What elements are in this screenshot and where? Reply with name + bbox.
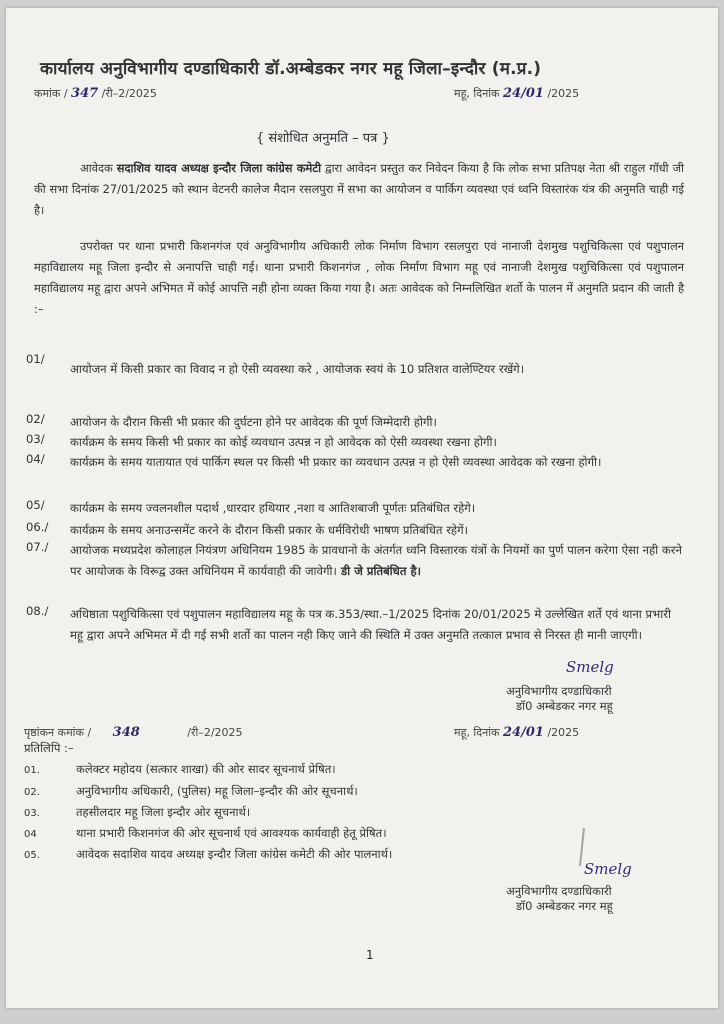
ref-label: कमांक / <box>34 87 68 100</box>
endorsement-number-handwritten: 348 <box>112 725 140 740</box>
signature-scribble: Smelg <box>584 860 632 878</box>
subject-heading: { संशोधित अनुमति – पत्र } <box>256 131 390 146</box>
signature-designation: अनुविभागीय दण्डाधिकारी <box>506 684 612 698</box>
signature-place: डॉ0 अम्बेडकर नगर महू <box>516 899 613 913</box>
signature-place: डॉ0 अम्बेडकर नगर महू <box>516 699 613 713</box>
copy-item: 04 थाना प्रभारी किशनगंज की ओर सूचनार्थ एवं आवश्यक कार्यवाही हेतू प्रेषित। <box>24 826 387 840</box>
applicant-name: सदाशिव यादव अध्यक्ष इन्दौर जिला कांग्रेस कमेटी <box>116 161 322 175</box>
signature-designation: अनुविभागीय दण्डाधिकारी <box>506 884 612 898</box>
date-line <box>454 86 579 101</box>
ref-suffix: /री–2/2025 <box>101 87 157 100</box>
dj-prohibited-note: डी जे प्रतिबंधित है। <box>336 564 422 578</box>
date-year: /2025 <box>547 87 580 100</box>
copy-item: 01. कलेक्टर महोदय (सत्कार शाखा) की ओर सादर सूचनार्थ प्रेषित। <box>24 762 336 776</box>
copy-item: 05. आवेदक सदाशिव यादव अध्यक्ष इन्दौर जिला कांग्रेस कमेटी की ओर पालनार्थ। <box>24 847 393 861</box>
signature-scribble: Smelg <box>566 658 614 676</box>
reference-line <box>34 86 157 101</box>
page-number: 1 <box>366 948 374 962</box>
signature-block <box>506 684 613 714</box>
date-label: महू, दिनांक <box>454 87 500 100</box>
signature-block <box>506 884 613 914</box>
office-title: कार्यालय अनुविभागीय दण्डाधिकारी डॉ.अम्बेडकर नगर महू जिला–इन्दौर (म.प्र.) <box>40 59 542 79</box>
endorsement-line: पृष्ठांकन कमांक / 348 /री–2/2025 <box>24 725 243 740</box>
ref-number-handwritten: 347 <box>71 86 99 101</box>
date-handwritten: 24/01 <box>503 86 544 101</box>
copy-to-label: प्रतिलिपि :– <box>24 741 74 755</box>
copy-item: 02. अनुविभागीय अधिकारी, (पुलिस) महू जिला–इन्दौर की ओर सूचनार्थ। <box>24 784 358 798</box>
copy-item: 03. तहसीलदार महू जिला इन्दौर ओर सूचनार्थ। <box>24 805 251 819</box>
paragraph-application: आवेदक सदाशिव यादव अध्यक्ष इन्दौर जिला कांग्रेस कमेटी द्वारा आवेदन प्रस्तुत कर निवेदन किया है कि लोक सभा प्रतिपक्ष नेता श्री राहुल गॉधी जी की सभा दिनांक 27/01/2025 को स्थान वेटनरी कालेज मैदान रसलपुरा में सभा का आयोजन व पार्किग व्यवस्था एवं ध्वनि विस्तारंक यंत्र की अनुमति चाही गई है। <box>34 161 684 217</box>
endorsement-date: महू, दिनांक 24/01 /2025 <box>454 725 580 740</box>
paragraph-approvals: उपरोक्त पर थाना प्रभारी किशनगंज एवं अनुविभागीय अधिकारी लोक निर्माण विभाग रसलपुरा एवं नानाजी देशमुख पशुचिकित्सा एवं पशुपालन महाविद्यालय महू जिला इन्दौर से अनापत्ति चाही गई। थाना प्रभारी किशनगंज , लोक निर्माण विभाग महू एवं नानाजी देशमुख पशुचिकित्सा एवं पशुपालन महाविद्यालय महू द्वारा अपने अभिमत में कोई आपत्ति नही होना व्यक्त किया गया है। अतः आवेदक को निम्नलिखित शर्तो के पालन में अनुमति प्रदान की जाती है :– <box>34 239 684 316</box>
document-page: कार्यालय अनुविभागीय दण्डाधिकारी डॉ.अम्बेडकर नगर महू जिला–इन्दौर (म.प्र.) कमांक / 347 /री–2/2025 महू, दिनांक 24/01 /2025 { संशोधित अनुमति – पत्र } आवेदक सदाशिव यादव अध्यक्ष इन्दौर जिला कांग्रेस कमेटी द्वारा आवेदन प्रस्तुत कर निवेदन किया है कि लोक सभा प्रतिपक्ष नेता श्री राहुल गॉधी जी की सभा दिनांक 27/01/2025 को स्थान वेटनरी कालेज मैदान रसलपुरा में सभा का आयोजन व पार्किग व्यवस्था एवं ध्वनि विस्तारंक यंत्र की अनुमति चाही गई है। उपरोक्त पर थाना प्रभारी किशनगंज एवं अनुविभागीय अधिकारी लोक निर्माण विभाग रसलपुरा एवं नानाजी देशमुख पशुचिकित्सा एवं पशुपालन महाविद्यालय महू जिला इन्दौर से अनापत्ति चाही गई। थाना प्रभारी किशनगंज , लोक निर्माण विभाग महू एवं नानाजी देशमुख पशुचिकित्सा एवं पशुपालन महाविद्यालय महू द्वारा अपने अभिमत में कोई आपत्ति नही होना व्यक्त किया गया है। अतः आवेदक को निम्नलिखित शर्तो के पालन में अनुमति प्रदान की जाती है :– 01/ आयोजन में किसी प्रकार का विवाद न हो ऐसी व्यवस्था करे , आयोजक स्वयं के 10 प्रतिशत वालेण्टियर रखेंगे। 02/ आयोजन के दौरान किसी भी प्रकार की दुर्घटना होने पर आवेदक की पूर्ण जिम्मेदारी होगी। 03/ कार्यक्रम के समय किसी भी प्रकार का कोई व्यवधान उत्पन्न न हो आवेदक को ऐसी व्यवस्था रखना होगी। 04/ कार्यक्रम के समय यातायात एवं पार्किग स्थल पर किसी भी प्रकार का व्यवधान उत्पन्न न हो ऐसी व्यवस्था आवेदक को रखना होगी। 05/ कार्यक्रम के समय ज्वलनशील पदार्थ ,धारदार हथियार ,नशा व आतिशबाजी पूर्णतः प्रतिबंधित रहेगे। 06./ कार्यक्रम के समय अनाउन्समेंट करने के दौरान किसी प्रकार के धर्मविरोधी भाषण प्रतिबंधित रहेगें। 07./ आयोजक मध्यप्रदेश कोलाहल नियंत्रण अधिनियम 1985 के प्रावधानो के अंतर्गत ध्वनि विस्तारक यंत्रों के नियमों का पुर्ण पालन करेगा ऐसा नही करने पर आयोजक के विरूद्व उक्त अधिनियम में कार्यवाही की जावेगी। डी जे प्रतिबंधित है। 08./ अधिष्ठाता पशुचिकित्सा एवं पशुपालन महाविद्यालय महू के पत्र क.353/स्था.–1/2025 दिनांक 20/01/2025 मे उल्लेखित शर्ते एवं थाना प्रभारी महू द्वारा अपने अभिमत में दी गई सभी शर्तो का पालन नही किए जाने की स्थिति में उक्त अनुमति तत्काल प्रभाव से निरस्त ही मानी जाएगी। Smelg अनुविभागीय दण्डाधिकारी डॉ0 अम्बेडकर नगर महू पृष्ठांकन कमांक / 348 /री–2/2025 महू, दिनांक 24/01 /2025 प्रतिलिपि :– 01. कलेक्टर महोदय (सत्कार शाखा) की ओर सादर सूचनार्थ प्रेषित। 02. अनुविभागीय अधिकारी, (पुलिस) महू जिला–इन्दौर की ओर सूचनार्थ। 03. तहसीलदार महू जिला इन्दौर ओर सूचनार्थ। 04 थाना प्रभारी किशनगंज की ओर सूचनार्थ एवं आवश्यक कार्यवाही हेतू प्रेषित। 05. आवेदक सदाशिव यादव अध्यक्ष इन्दौर जिला कांग्रेस कमेटी की ओर पालनार्थ। Smelg अनुविभागीय दण्डाधिकारी डॉ0 अम्बेडकर नगर महू 1 <box>6 8 718 1008</box>
